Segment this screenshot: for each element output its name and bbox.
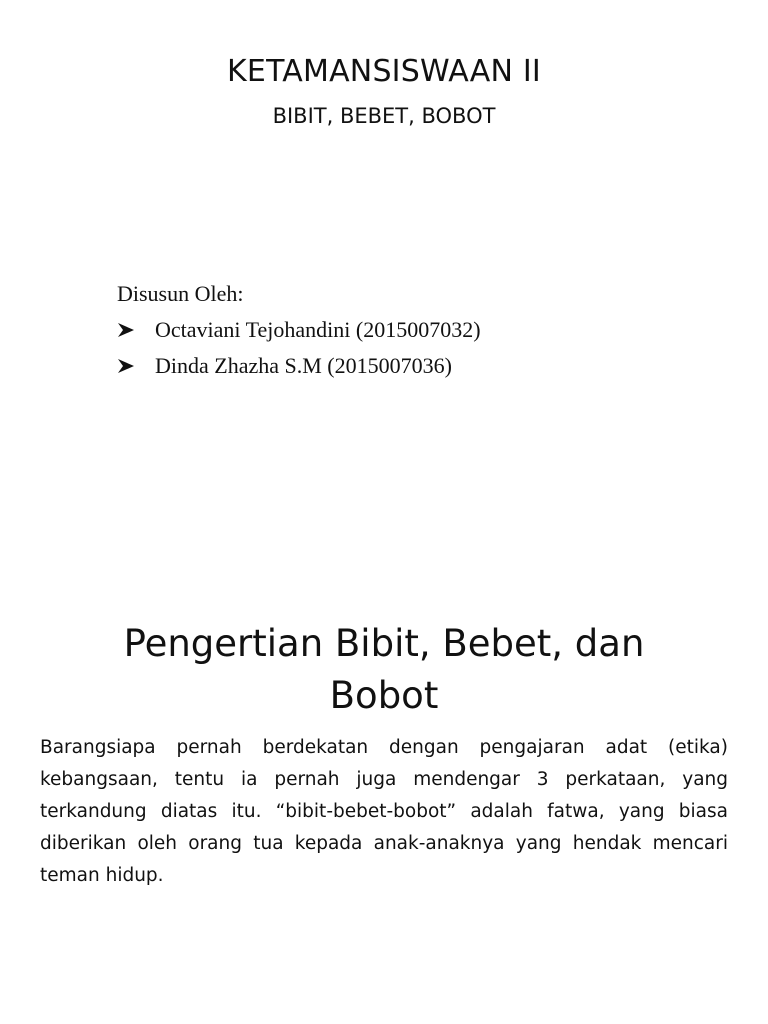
heading-line: Bobot (329, 674, 439, 717)
author-name: Octaviani Tejohandini (2015007032) (155, 317, 481, 342)
definition-slide (0, 590, 768, 1024)
slide-title: KETAMANSISWAAN II (227, 54, 541, 89)
author-list-item (117, 348, 481, 384)
body-paragraph: Barangsiapa pernah berdekatan dengan pengajaran adat (etika) kebangsaan, tentu ia pernah juga mendengar 3 perkataan, yang terkandung diatas itu. “bibit-bebet-bobot” adalah fatwa, yang biasa diberikan oleh orang tua kepada anak-anaknya yang hendak mencari teman hidup. (40, 737, 728, 886)
slide-heading (0, 618, 768, 722)
author-list-item (117, 312, 481, 348)
arrowhead-bullet-icon (117, 322, 141, 338)
authors-block (117, 276, 481, 384)
heading-line: Pengertian Bibit, Bebet, dan (123, 622, 645, 665)
authors-label: Disusun Oleh: (117, 281, 244, 306)
slide-subtitle: BIBIT, BEBET, BOBOT (272, 104, 496, 128)
author-name: Dinda Zhazha S.M (2015007036) (155, 353, 452, 378)
arrowhead-bullet-icon (117, 358, 141, 374)
